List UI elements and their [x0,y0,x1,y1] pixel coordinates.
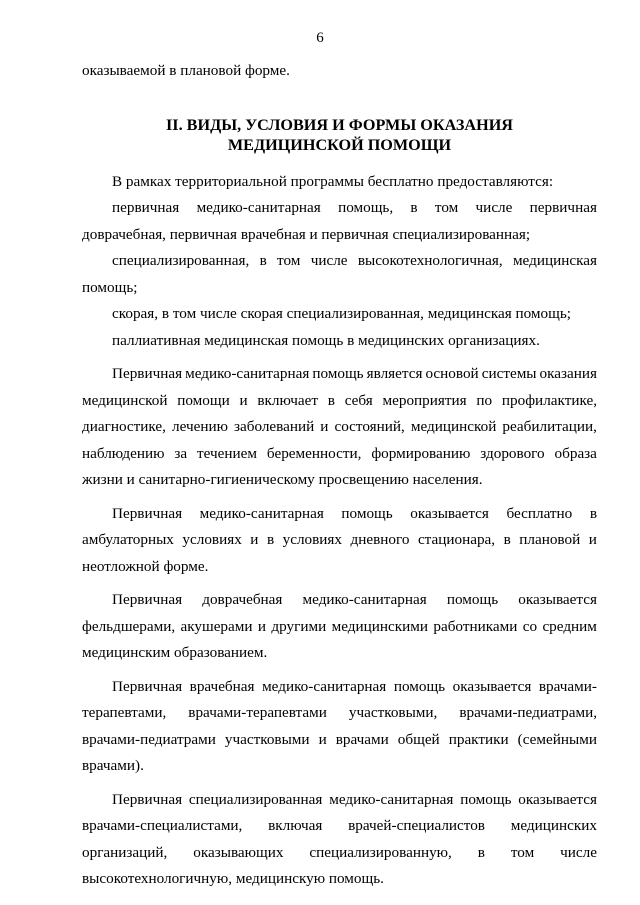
paragraph-line: врачами-специалистами, включая врачей-специалистов медицинских [82,817,597,834]
paragraph [82,328,597,355]
paragraph-line: Первичная специализированная медико-санитарная помощь оказывается [112,790,597,808]
paragraph-line: высокотехнологичную, медицинскую помощь. [82,870,384,887]
paragraph-line: диагностике, лечению заболеваний и состояний, медицинской реабилитации, [82,418,597,435]
paragraph-line: паллиативная медицинская помощь в медицинских организациях. [112,331,540,349]
paragraph [82,587,597,667]
paragraph-line: неотложной форме. [82,557,209,575]
paragraph-line: Первичная медико-санитарная помощь оказывается бесплатно в [112,504,597,522]
paragraph [82,169,597,196]
paragraph-line: жизни и санитарно-гигиеническому просвещению населения. [82,471,483,488]
paragraph-line: медицинской помощи и включает в себя мероприятия по профилактике, [82,391,597,409]
paragraph-line: Первичная доврачебная медико-санитарная помощь оказывается [112,591,597,608]
paragraph [82,195,597,248]
section-heading-line-2: МЕДИЦИНСКОЙ ПОМОЩИ [227,135,452,154]
paragraph [82,787,597,893]
paragraph [82,361,597,494]
paragraph-line: Первичная врачебная медико-санитарная помощь оказывается врачами- [112,677,597,695]
paragraph-line: терапевтами, врачами-терапевтами участковыми, врачами-педиатрами, [82,704,597,721]
paragraphs [82,169,597,893]
paragraph-line: В рамках территориальной программы бесплатно предоставляются: [112,172,554,190]
paragraph-line: Первичная медико-санитарная помощь является основой системы оказания [112,365,597,382]
paragraph-line: наблюдению за течением беременности, формированию здорового образа [82,444,597,462]
paragraph-line: фельдшерами, акушерами и другими медицинскими работниками со средним [82,617,597,635]
paragraph-line: медицинским образованием. [82,644,268,661]
paragraph [82,501,597,581]
paragraph-line: скорая, в том числе скорая специализированная, медицинская помощь; [112,305,571,322]
paragraph [82,301,597,328]
paragraph-line: организаций, оказывающих специализированную, в том числе [82,843,597,861]
paragraph-line: доврачебная, первичная врачебная и первичная специализированная; [82,225,531,243]
section-heading-line-1: II. ВИДЫ, УСЛОВИЯ И ФОРМЫ ОКАЗАНИЯ [165,115,513,134]
section-heading [82,115,597,155]
document-body [82,58,597,893]
paragraph-line: врачами). [82,757,144,774]
paragraph-line: первичная медико-санитарная помощь, в том числе первичная [112,199,597,216]
page-number: 6 [316,30,324,46]
paragraph [82,248,597,301]
paragraph-line: врачами-педиатрами участковыми и врачами общей практики (семейными [82,730,597,748]
paragraph-line: специализированная, в том числе высокотехнологичная, медицинская [112,252,597,269]
paragraph-line: амбулаторных условиях и в условиях дневного стационара, в плановой и [82,531,597,548]
paragraph [82,674,597,780]
paragraph-line: помощь; [82,278,138,296]
continued-text-line: оказываемой в плановой форме. [82,62,290,79]
